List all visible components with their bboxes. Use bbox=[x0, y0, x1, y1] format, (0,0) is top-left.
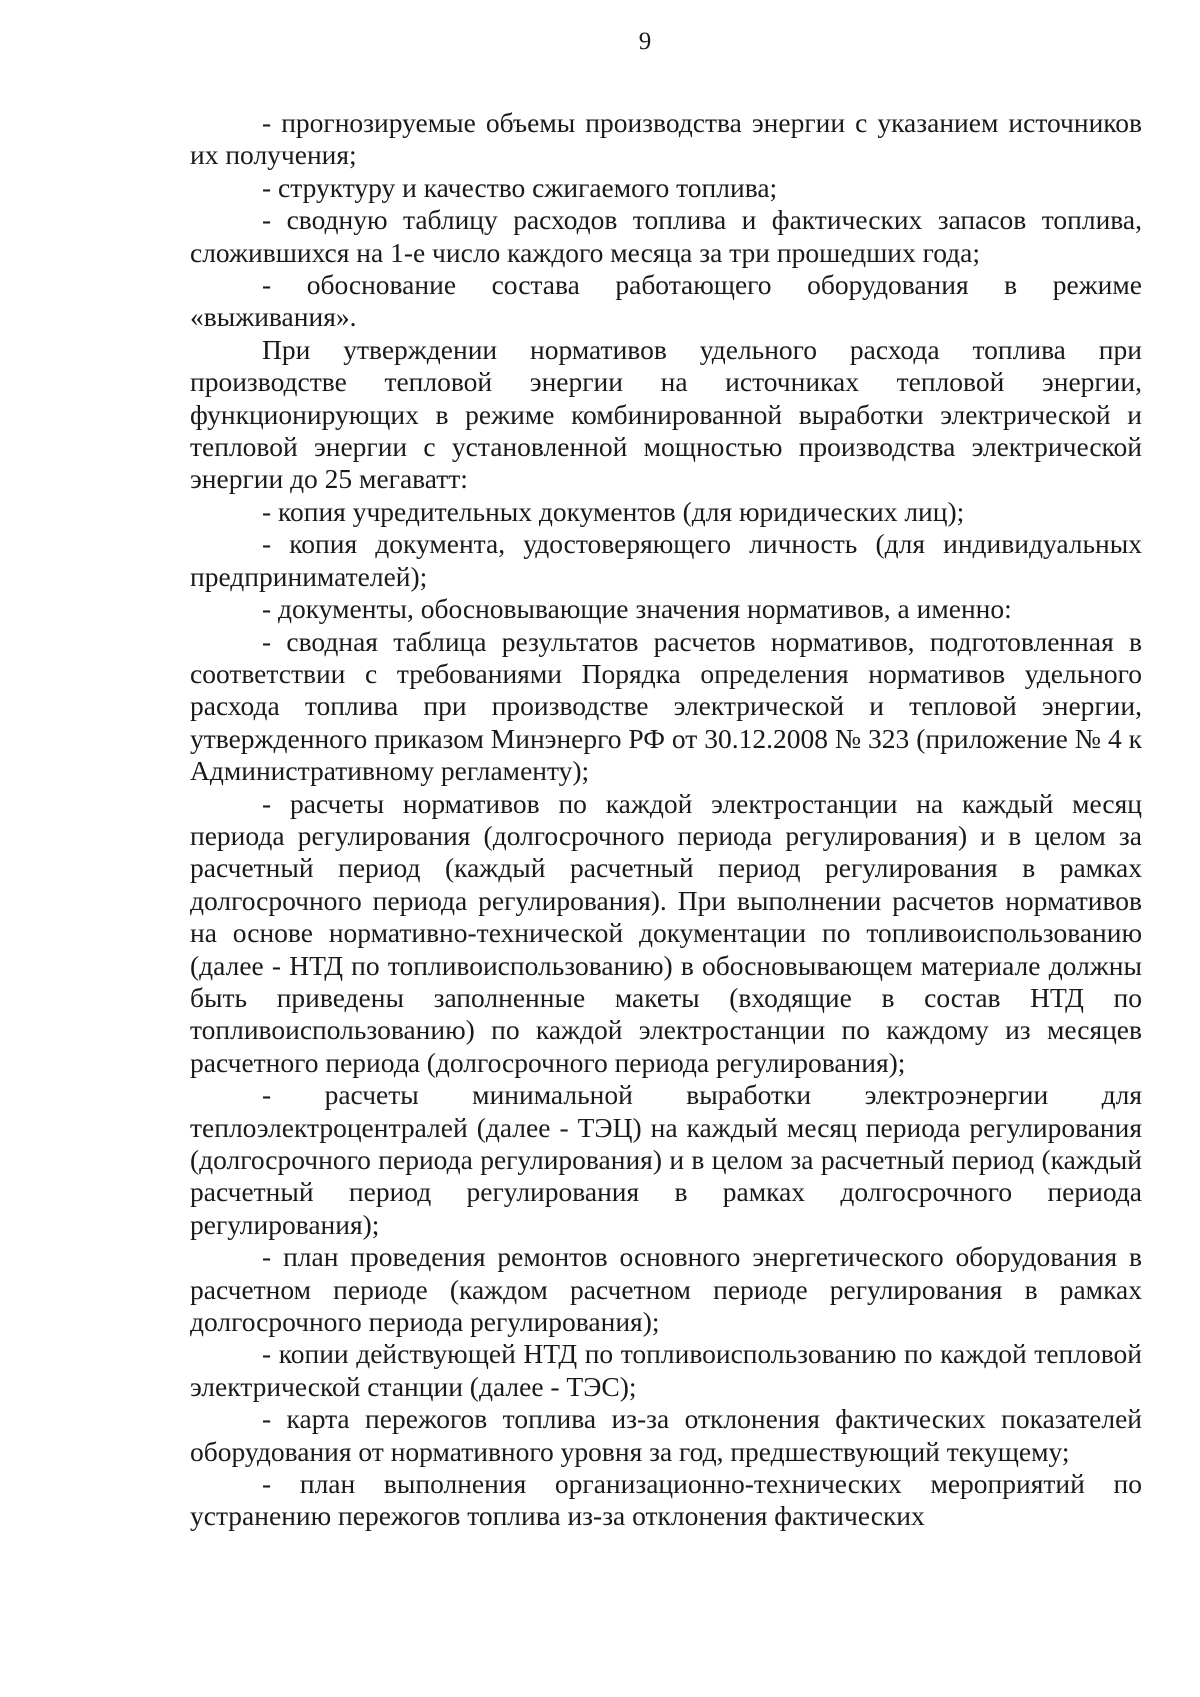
paragraph: - план выполнения организационно-технических мероприятий по устранению пережогов топлива из-за отклонения фактических bbox=[190, 1468, 1142, 1532]
paragraph: - обоснование состава работающего оборудования в режиме «выживания». bbox=[190, 269, 1142, 333]
paragraph: - сводную таблицу расходов топлива и фактических запасов топлива, сложившихся на 1-е число каждого месяца за три прошедших года; bbox=[190, 204, 1142, 268]
paragraph: - копия документа, удостоверяющего личность (для индивидуальных предпринимателей); bbox=[190, 528, 1142, 592]
paragraph: - документы, обосновывающие значения нормативов, а именно: bbox=[262, 593, 1012, 625]
document-body bbox=[190, 107, 1142, 1533]
paragraph: - расчеты нормативов по каждой электростанции на каждый месяц периода регулирования (долгосрочного периода регулирования) и в целом за расчетный период (каждый расчетный период регулирования в рамках долгосрочного периода регулирования). При выполнении расчетов нормативов на основе нормативно-технической документации по топливоиспользованию (далее - НТД по топливоиспользованию) в обосновывающем материале должны быть приведены заполненные макеты (входящие в состав НТД по топливоиспользованию) по каждой электростанции по каждому из месяцев расчетного периода (долгосрочного периода регулирования); bbox=[190, 787, 1142, 1078]
page-number: 9 bbox=[638, 28, 652, 55]
paragraph: При утверждении нормативов удельного расхода топлива при производстве тепловой энергии на источниках тепловой энергии, функционирующих в режиме комбинированной выработки электрической и тепловой энергии с установленной мощностью производства электрической энергии до 25 мегаватт: bbox=[190, 333, 1142, 495]
paragraph: - прогнозируемые объемы производства энергии с указанием источников их получения; bbox=[190, 107, 1142, 171]
paragraph: - копия учредительных документов (для юридических лиц); bbox=[262, 495, 965, 527]
paragraph: - расчеты минимальной выработки электроэнергии для теплоэлектроцентралей (далее - ТЭЦ) на каждый месяц периода регулирования (долгосрочного периода регулирования) и в целом за расчетный период (каждый расчетный период регулирования в рамках долгосрочного периода регулирования); bbox=[190, 1079, 1142, 1240]
paragraph: - сводная таблица результатов расчетов нормативов, подготовленная в соответствии с требованиями Порядка определения нормативов удельного расхода топлива при производстве электрической и тепловой энергии, утвержденного приказом Минэнерго РФ от 30.12.2008 № 323 (приложение № 4 к Административному регламенту); bbox=[190, 625, 1142, 787]
paragraph: - структуру и качество сжигаемого топлива; bbox=[262, 171, 778, 203]
paragraph: - копии действующей НТД по топливоиспользованию по каждой тепловой электрической станции (далее - ТЭС); bbox=[190, 1338, 1142, 1402]
paragraph: - карта пережогов топлива из-за отклонения фактических показателей оборудования от нормативного уровня за год, предшествующий текущему; bbox=[190, 1403, 1142, 1467]
paragraph: - план проведения ремонтов основного энергетического оборудования в расчетном периоде (каждом расчетном периоде регулирования в рамках долгосрочного периода регулирования); bbox=[190, 1241, 1142, 1338]
